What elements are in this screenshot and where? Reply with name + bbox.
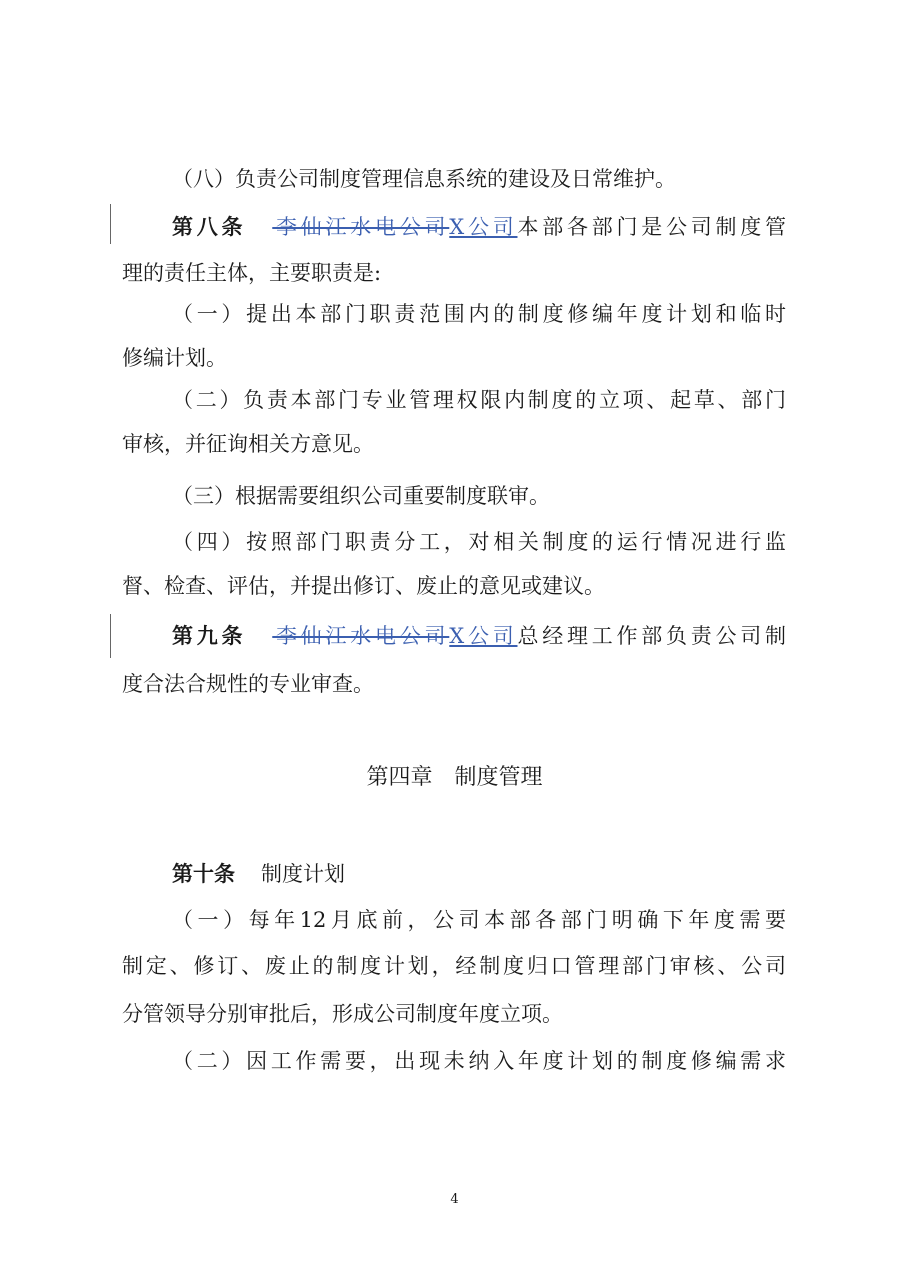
chapter-title: 第四章 制度管理 [366, 765, 543, 790]
paragraph: 修编计划。 [122, 346, 227, 370]
inserted-text: X公司 [449, 215, 518, 239]
paragraph: 制定、修订、废止的制度计划，经制度归口管理部门审核、公司 [122, 954, 786, 978]
article-text: 本部各部门是公司制度管 [517, 215, 787, 239]
paragraph: 审核，并征询相关方意见。 [122, 432, 374, 456]
article-8 [172, 211, 786, 243]
paragraph: （二）因工作需要，出现未纳入年度计划的制度修编需求 [172, 1049, 786, 1073]
deleted-text: 李仙江水电公司 [272, 624, 450, 648]
paragraph: （四）按照部门职责分工，对相关制度的运行情况进行监 [172, 530, 786, 554]
article-heading: 第九条 [172, 624, 247, 648]
deleted-text: 李仙江水电公司 [272, 215, 450, 239]
paragraph: （八）负责公司制度管理信息系统的建设及日常维护。 [172, 167, 676, 191]
paragraph: （三）根据需要组织公司重要制度联审。 [172, 484, 550, 508]
paragraph: 分管领导分别审批后，形成公司制度年度立项。 [122, 1002, 563, 1026]
article-10 [172, 858, 786, 890]
paragraph: （二）负责本部门专业管理权限内制度的立项、起草、部门 [172, 388, 786, 412]
article-text: 制度计划 [261, 862, 345, 886]
paragraph: 度合法合规性的专业审查。 [122, 672, 374, 696]
article-text: 总经理工作部负责公司制 [517, 624, 787, 648]
change-bar [110, 614, 111, 658]
inserted-text: X公司 [449, 624, 518, 648]
paragraph: （一）提出本部门职责范围内的制度修编年度计划和临时 [172, 302, 786, 326]
article-heading: 第八条 [172, 215, 247, 239]
page-number: 4 [450, 1192, 459, 1207]
paragraph: 督、检查、评估，并提出修订、废止的意见或建议。 [122, 574, 605, 598]
article-heading: 第十条 [172, 862, 235, 886]
paragraph: 理的责任主体，主要职责是: [122, 261, 382, 285]
change-bar [110, 204, 111, 244]
article-9 [172, 620, 786, 652]
paragraph: （一）每年12月底前，公司本部各部门明确下年度需要 [172, 908, 786, 932]
